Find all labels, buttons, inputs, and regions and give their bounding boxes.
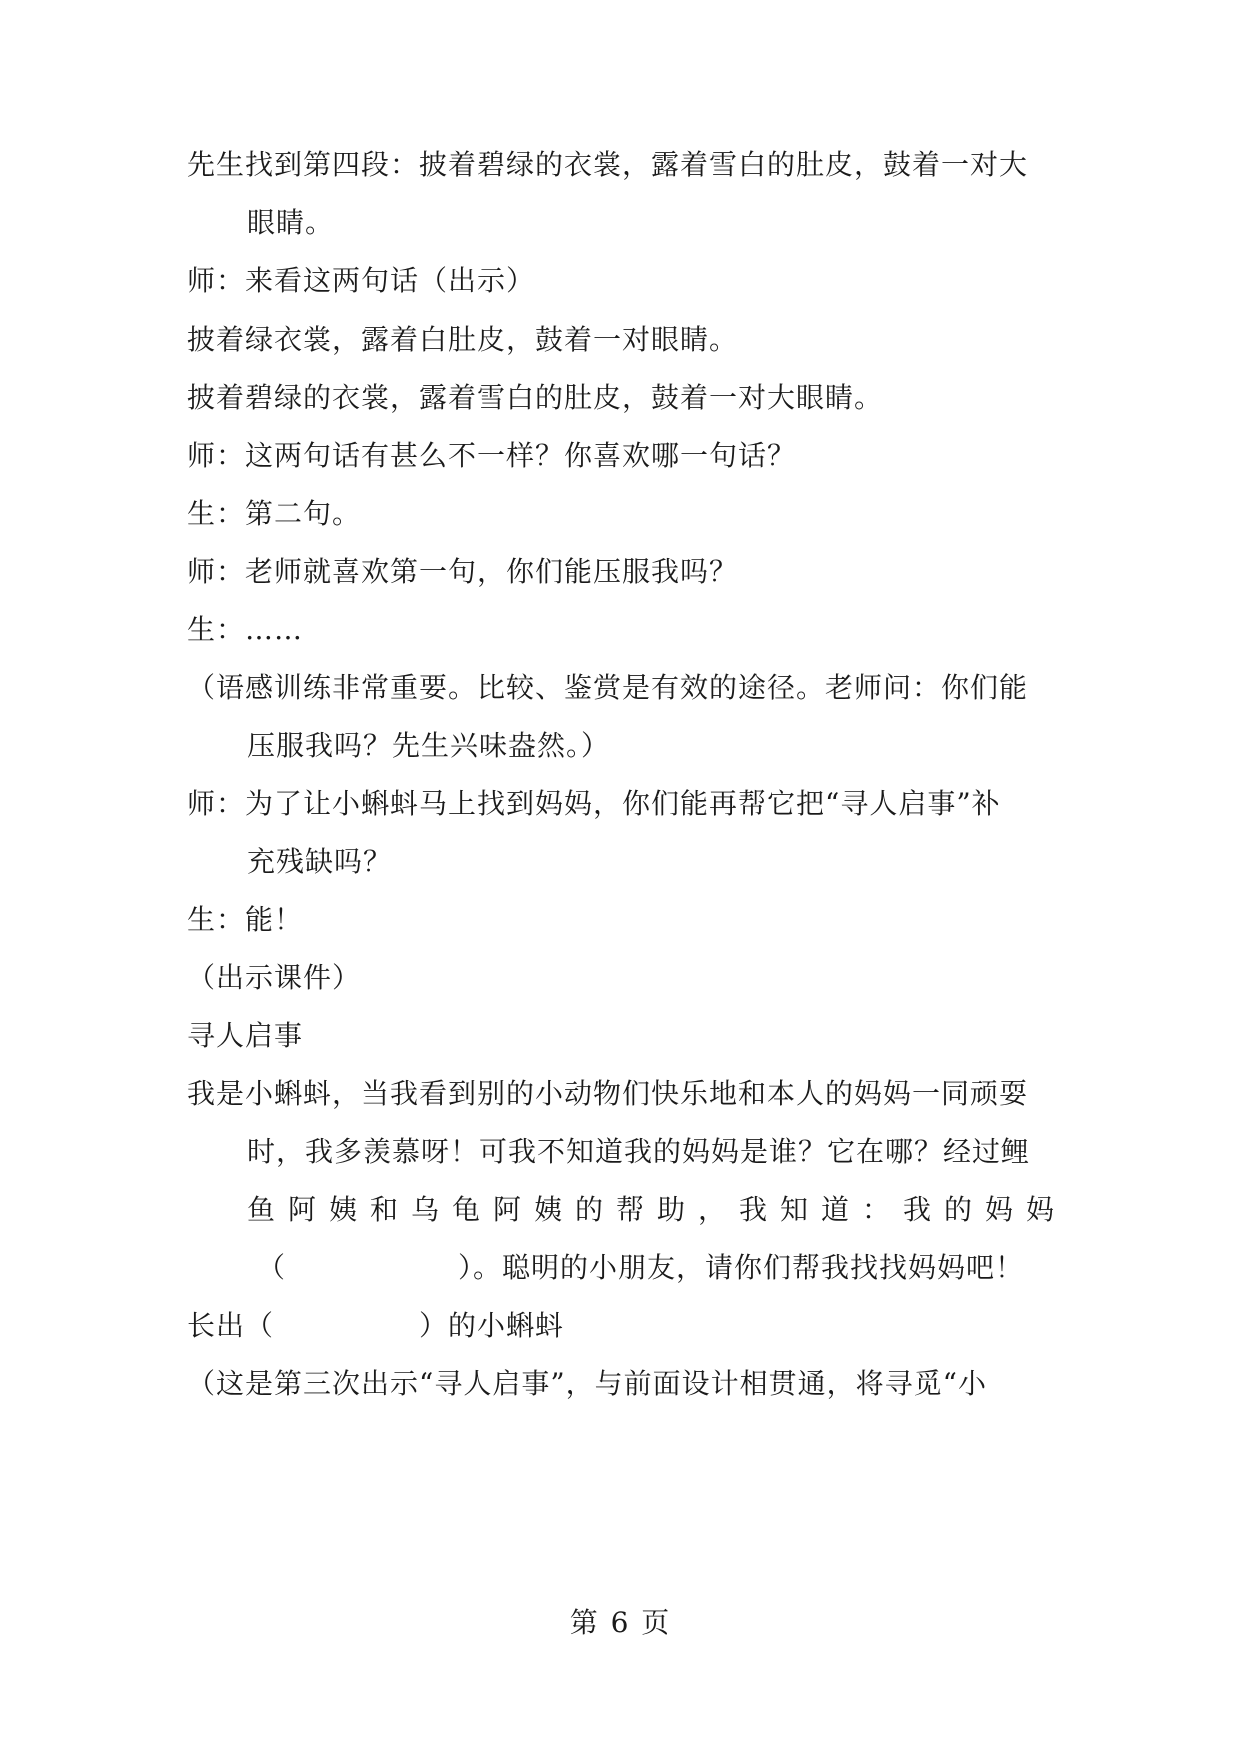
dialogue-line: 师：老师就喜欢第一句，你们能压服我吗？	[187, 555, 739, 588]
notice-body-line: 时，我多羡慕呀！可我不知道我的妈妈是谁？它在哪？经过鲤	[247, 1135, 1031, 1168]
caption-suffix: ）的小蝌蚪	[419, 1309, 565, 1342]
dialogue-line: 师：这两句话有甚么不一样？你喜欢哪一句话？	[187, 439, 797, 472]
commentary-line: （这是第三次出示“寻人启事”，与前面设计相贯通，将寻觅“小	[187, 1367, 987, 1400]
dialogue-line: 生：能！	[187, 903, 304, 936]
example-sentence: 披着绿衣裳，露着白肚皮，鼓着一对眼睛。	[187, 323, 739, 356]
blank-close-text: ）。聪明的小朋友，请你们帮我找找妈妈吧！	[458, 1251, 1025, 1284]
notice-title: 寻人启事	[187, 1019, 304, 1052]
dialogue-line: 生：……	[187, 613, 304, 646]
paragraph-line: 眼睛。	[247, 206, 335, 239]
blank-open-paren: （	[257, 1251, 287, 1284]
dialogue-line: 师：来看这两句话（出示）	[187, 264, 536, 297]
caption-prefix: 长出（	[187, 1309, 275, 1342]
dialogue-line: 充残缺吗？	[247, 845, 393, 878]
dialogue-line: 生：第二句。	[187, 497, 362, 530]
notice-body-line	[257, 1248, 1024, 1288]
notice-body-line: 我是小蝌蚪，当我看到别的小动物们快乐地和本人的妈妈一同顽耍	[187, 1077, 1029, 1110]
commentary-line: （语感训练非常重要。比较、鉴赏是有效的途径。老师问：你们能	[187, 671, 1029, 704]
commentary-line: 压服我吗？先生兴味盎然。）	[247, 729, 611, 762]
notice-body-line: 鱼阿姨和乌龟阿姨的帮助，我知道：我的妈妈	[247, 1193, 1068, 1226]
page-number: 第 6 页	[569, 1606, 672, 1639]
notice-caption-line	[187, 1306, 564, 1346]
stage-direction: （出示课件）	[187, 961, 362, 994]
dialogue-line: 师：为了让小蝌蚪马上找到妈妈，你们能再帮它把“寻人启事”补	[187, 787, 1001, 820]
paragraph-line: 先生找到第四段：披着碧绿的衣裳，露着雪白的肚皮，鼓着一对大	[187, 148, 1029, 181]
example-sentence: 披着碧绿的衣裳，露着雪白的肚皮，鼓着一对大眼睛。	[187, 381, 884, 414]
